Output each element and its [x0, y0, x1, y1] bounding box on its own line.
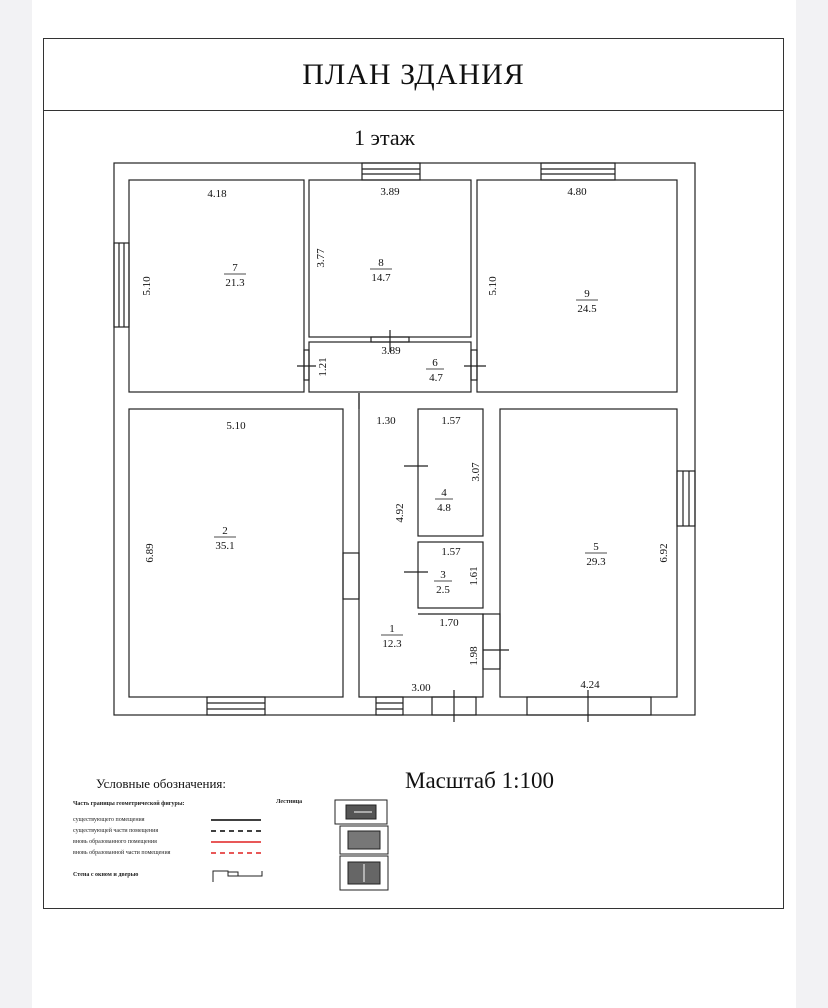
legend-wall-label: Стена с окном и дверью [73, 872, 139, 878]
room-9-height: 5.10 [487, 276, 499, 296]
opening-7-6 [304, 350, 309, 380]
room-9-number: 9 [584, 288, 590, 300]
window-right-5 [677, 471, 695, 526]
room-6-height: 1.21 [317, 357, 329, 377]
window-top-9 [541, 163, 615, 180]
room-8-width: 3.89 [380, 186, 400, 198]
legend-item-3: вновь образованного помещения [73, 839, 157, 845]
room-5-height: 6.92 [658, 543, 670, 563]
room-1-height: 4.92 [394, 503, 406, 523]
window-bottom-1 [376, 697, 403, 715]
room-4-number: 4 [441, 487, 447, 499]
legend-item-2: существующей части помещения [73, 828, 159, 834]
room-6-area: 4.7 [429, 372, 443, 384]
room-6-width: 3.89 [381, 345, 401, 357]
window-top-8 [362, 163, 420, 180]
opening-9-6 [471, 350, 477, 380]
room-8-number: 8 [378, 257, 384, 269]
room-1-area: 12.3 [382, 638, 402, 650]
room-5-area: 29.3 [586, 556, 606, 568]
window-bottom-5 [527, 697, 651, 715]
room-7-height: 5.10 [141, 276, 153, 296]
room-8-height: 3.77 [315, 248, 327, 268]
legend-item-1: существующего помещения [73, 817, 145, 823]
room-9-width: 4.80 [567, 186, 587, 198]
room-9-outline [477, 180, 677, 392]
legend-section-title: Часть границы геометрической фигуры: [73, 801, 185, 807]
window-bottom-2 [207, 697, 265, 715]
room-1-width: 1.30 [376, 415, 396, 427]
opening-1-5 [483, 614, 500, 669]
legend-wall-symbol [213, 871, 262, 882]
room-1-width-2: 1.70 [439, 617, 459, 629]
entrance-door [432, 690, 476, 722]
room-2-area: 35.1 [215, 540, 235, 552]
room-8-outline [309, 180, 471, 337]
floor-label: 1 этаж [354, 125, 415, 150]
room-9-area: 24.5 [577, 303, 597, 315]
room-7-width: 4.18 [207, 188, 227, 200]
outer-wall [114, 163, 695, 715]
opening-2-1 [343, 553, 359, 599]
legend-title: Условные обозначения: [96, 776, 227, 791]
room-3-number: 3 [440, 569, 446, 581]
room-7-number: 7 [232, 262, 238, 274]
plan-title: ПЛАН ЗДАНИЯ [302, 57, 525, 91]
room-1-height-2: 1.98 [468, 646, 480, 666]
room-2-width: 5.10 [226, 420, 246, 432]
legend-item-4: вновь образованной части помещения [73, 850, 171, 856]
room-5-number: 5 [593, 541, 599, 553]
window-left-7 [114, 243, 129, 327]
room-3-width: 1.57 [441, 546, 461, 558]
room-2-height: 6.89 [144, 543, 156, 563]
room-3-area: 2.5 [436, 584, 450, 596]
legend-stairs-symbol [335, 800, 388, 890]
room-8-area: 14.7 [371, 272, 391, 284]
room-1-number: 1 [389, 623, 395, 635]
room-5-width: 4.24 [580, 679, 600, 691]
room-2-outline [129, 409, 343, 697]
room-4-width: 1.57 [441, 415, 461, 427]
room-4-height: 3.07 [470, 462, 482, 482]
room-6-number: 6 [432, 357, 438, 369]
legend-stairs-label: Лестница [276, 799, 303, 805]
room-2-number: 2 [222, 525, 228, 537]
room-4-area: 4.8 [437, 502, 451, 514]
room-1-width-3: 3.00 [411, 682, 431, 694]
scale-label: Масштаб 1:100 [405, 768, 554, 793]
room-1-outline [359, 393, 483, 697]
room-3-height: 1.61 [468, 566, 480, 586]
room-7-area: 21.3 [225, 277, 245, 289]
room-7-outline [129, 180, 304, 392]
